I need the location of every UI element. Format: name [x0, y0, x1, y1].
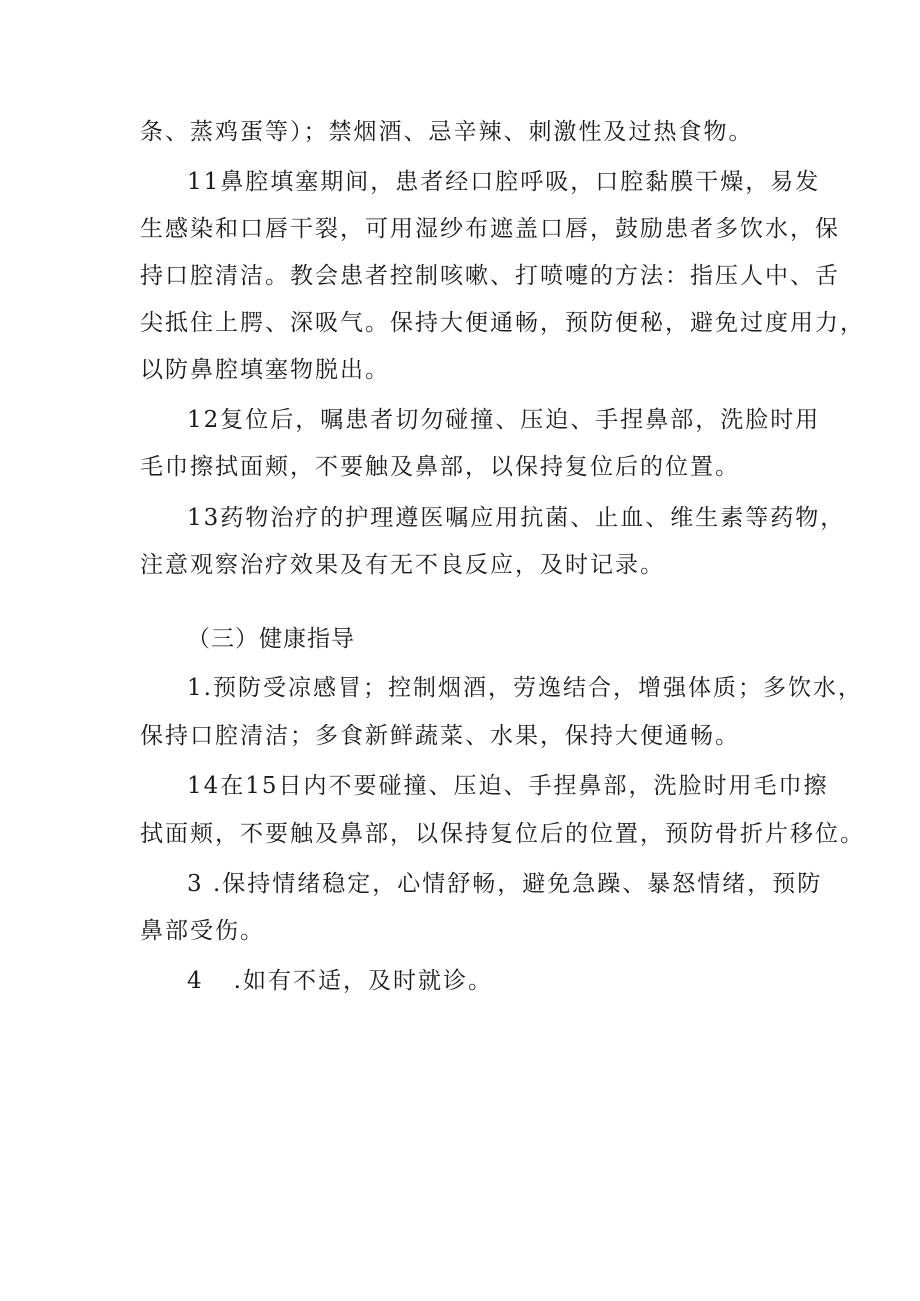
guide-3-line-1: 3 .保持情绪稳定，心情舒畅，避免急躁、暴怒情绪，预防: [187, 871, 823, 897]
item-11-line-4: 尖抵住上腭、深吸气。保持大便通畅，预防便秘，避免过度用力，: [140, 310, 865, 336]
guide-1-line-1: 1.预防受凉感冒；控制烟酒，劳逸结合，增强体质；多饮水，: [187, 675, 863, 701]
item-13-line-2: 注意观察治疗效果及有无不良反应，及时记录。: [140, 552, 665, 578]
guide-3-line-2: 鼻部受伤。: [140, 918, 265, 944]
item-13-line-1: 13药物治疗的护理遵医嘱应用抗菌、止血、维生素等药物，: [187, 505, 846, 531]
guide-4-text: .如有不适，及时就诊。: [233, 968, 493, 994]
item-12-line-2: 毛巾擦拭面颊，不要触及鼻部，以保持复位后的位置。: [140, 454, 740, 480]
guide-14-line-2: 拭面颊，不要触及鼻部，以保持复位后的位置，预防骨折片移位。: [140, 821, 865, 847]
guide-4-line: [187, 966, 493, 996]
guide-4-number: 4: [187, 968, 204, 994]
item-11-line-5: 以防鼻腔填塞物脱出。: [140, 357, 390, 383]
item-11-line-3: 持口腔清洁。教会患者控制咳嗽、打喷嚏的方法：指压人中、舌: [140, 263, 840, 289]
item-12-line-1: 12复位后，嘱患者切勿碰撞、压迫、手捏鼻部，洗脸时用: [187, 407, 821, 433]
continuation-line-1: 条、蒸鸡蛋等）；禁烟酒、忌辛辣、刺激性及过热食物。: [140, 119, 754, 145]
guide-14-line-1: 14在15日内不要碰撞、压迫、手捏鼻部，洗脸时用毛巾擦: [187, 773, 829, 799]
guide-1-line-2: 保持口腔清洁；多食新鲜蔬菜、水果，保持大便通畅。: [140, 723, 740, 749]
item-11-line-2: 生感染和口唇干裂，可用湿纱布遮盖口唇，鼓励患者多饮水，保: [140, 216, 840, 242]
section-heading: （三）健康指导: [187, 626, 355, 652]
item-11-line-1: 11鼻腔填塞期间，患者经口腔呼吸，口腔黏膜干燥，易发: [187, 169, 821, 195]
